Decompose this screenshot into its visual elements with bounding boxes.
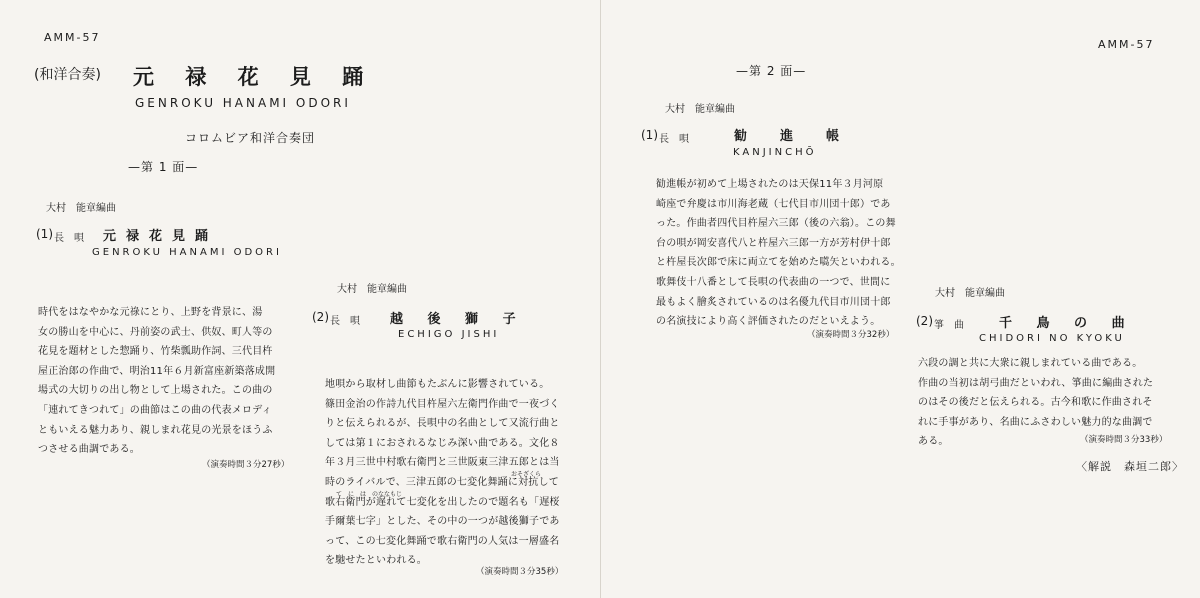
side-heading: —第 2 面— <box>736 64 807 78</box>
track-description: 勧進帳が初めて上場されたのは天保11年３月河原 崎座で弁慶は市川海老蔵（七代目市川団十郎）であ った。作曲者四代目杵屋六三郎（後の六翁）。この舞 台の唄が岡安喜代八と杵屋六三郎一方が芳村伊十郎 と杵屋長次郎で床に両立てを始めた嚆矢といわれる。 歌舞伎十八番として長唄の代表曲の一つで、世間に 最もよく膾炙されているのは名優九代目市川団十郎 の名演技により高く評価されたのだといえよう。 <box>656 179 901 328</box>
side-heading: —第 1 面— <box>128 160 199 174</box>
arranger-credit: 大村 能章編曲 <box>935 288 1005 299</box>
commentary-credit: 〈解説 森垣二郎〉 <box>1076 460 1184 473</box>
track-duration: （演奏時間３分35秒） <box>476 567 564 577</box>
track-number: (1) <box>36 227 53 241</box>
track-title-romaji: KANJINCHŌ <box>733 147 817 158</box>
arranger-credit: 大村 能章編曲 <box>337 284 407 295</box>
track-title: 越 後 獅 子 <box>390 312 526 327</box>
catalog-number: AMM-57 <box>44 31 101 44</box>
furigana: て に は のななもじ <box>336 491 403 498</box>
album-title-romaji: GENROKU HANAMI ODORI <box>135 96 351 110</box>
track-description: 地唄から取材し曲節もたぶんに影響されている。 篠田金治の作詩九代目杵屋六左衛門作曲で一夜づく りと伝えられるが、長唄中の名曲として又流行曲と しては第１におされるなじみ深い曲である。文化８ 年３月三世中村歌右衛門と三世阪東三津五郎とは当 時のライバルで、三津五郎の七変化舞踊に対抗して 歌右衛門が遅れて七変化を出したので題名も「遅桜 手爾葉七字」とした、その中の一つが越後獅子であ って、この七変化舞踊で歌右衛門の人気は一層盛名 を馳せたといわれる。 <box>325 379 560 567</box>
track-genre: 長 唄 <box>330 316 360 327</box>
furigana: おそざくら <box>511 471 542 478</box>
track-number: (1) <box>641 128 658 142</box>
track-number: (2) <box>916 314 933 328</box>
track-description: 六段の調と共に大衆に親しまれている曲である。 作曲の当初は胡弓曲だといわれ、箏曲に編曲された のはその後だと伝えられる。古今和歌に作曲されそ れに手事があり、名曲にふさわしい魅力的な曲調で ある。 <box>918 358 1154 448</box>
track-duration: （演奏時間３分27秒） <box>202 460 290 470</box>
performer: コロムビア和洋合奏団 <box>185 131 316 145</box>
track-genre: 箏 曲 <box>934 320 964 331</box>
track-description: 時代をはなやかな元祿にとり、上野を背景に、湯 女の勝山を中心に、丹前姿の武士、供奴、町人等の 花見を題材とした惣踊り、竹柴瓢助作詞、三代目杵 屋正治郎の作曲で、明治11年６月新富座新築落成開 場式の大切りの出し物として上場された。この曲の 「連れてきつれて」の曲節はこの曲の代表メロディ ともいえる魅力あり、親しまれ花見の光景をほうふ つさせる曲調である。 <box>38 307 276 456</box>
catalog-number: AMM-57 <box>1098 38 1155 51</box>
album-title: 元 禄 花 見 踊 <box>133 65 376 89</box>
track-number: (2) <box>312 310 329 324</box>
arranger-credit: 大村 能章編曲 <box>665 104 735 115</box>
track-duration: （演奏時間３分32秒） <box>807 330 895 340</box>
side-two-panel <box>600 0 1200 598</box>
genre-label: (和洋合奏) <box>34 67 101 83</box>
track-title: 勧 進 帳 <box>734 129 850 144</box>
track-duration: （演奏時間３分33秒） <box>1080 435 1168 445</box>
track-title-romaji: GENROKU HANAMI ODORI <box>92 247 282 258</box>
arranger-credit: 大村 能章編曲 <box>46 203 116 214</box>
track-title: 千 鳥 の 曲 <box>999 316 1135 331</box>
track-title-romaji: CHIDORI NO KYOKU <box>979 333 1125 344</box>
track-genre: 長 唄 <box>659 134 689 145</box>
track-title: 元禄花見踊 <box>103 229 219 244</box>
track-genre: 長 唄 <box>54 233 84 244</box>
track-title-romaji: ECHIGO JISHI <box>398 329 500 340</box>
